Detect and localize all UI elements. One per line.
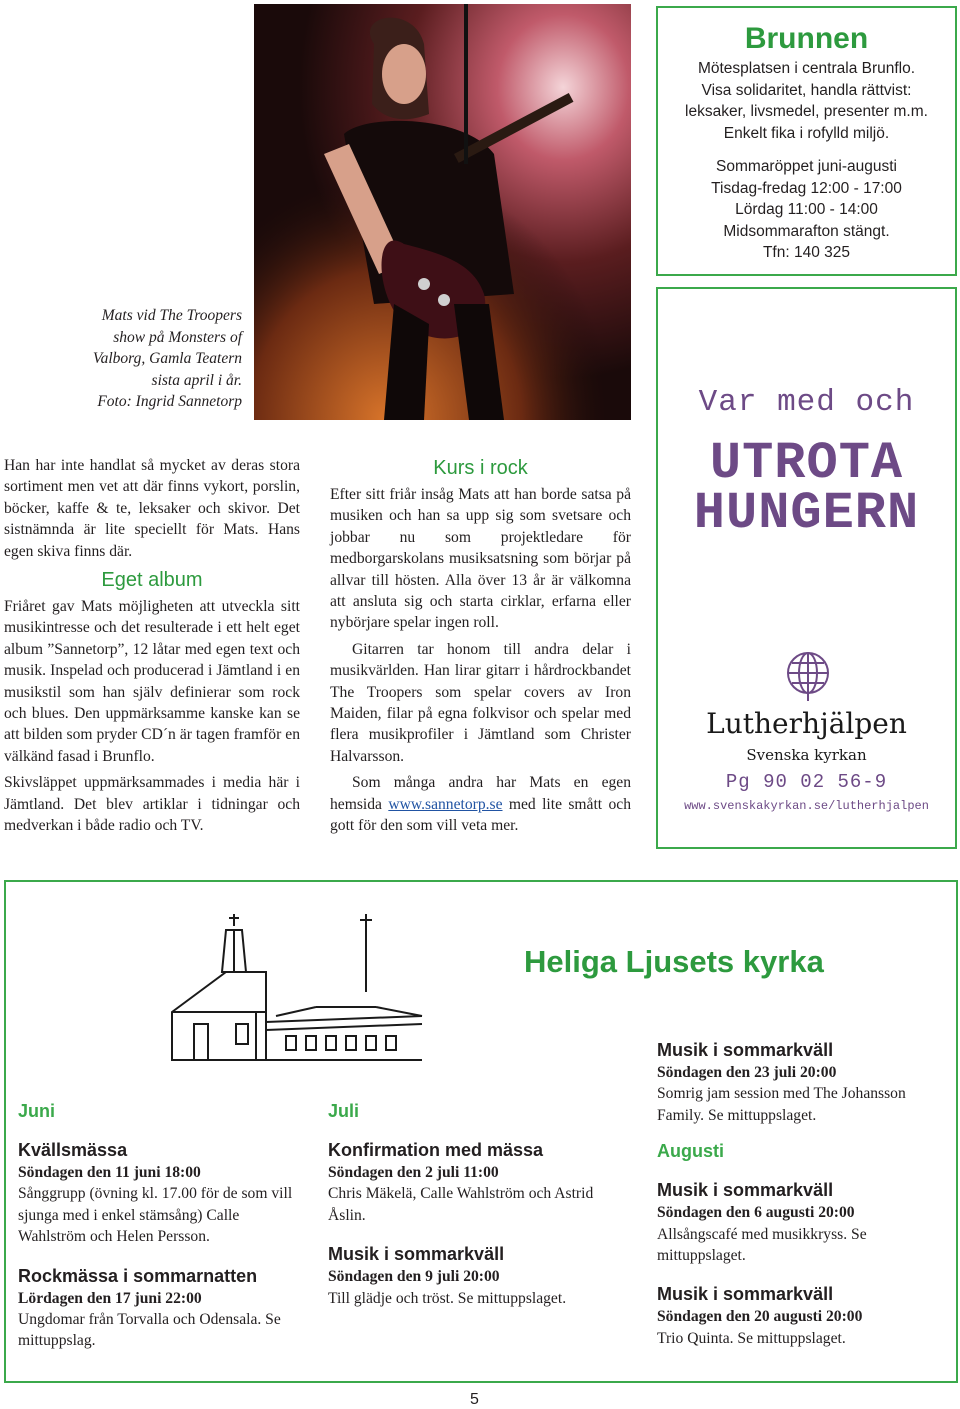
brunnen-hours: Midsommarafton stängt. bbox=[723, 222, 890, 240]
church-title: Heliga Ljusets kyrka bbox=[524, 944, 824, 979]
article-text: Som många andra har Mats en egen hemsida bbox=[330, 774, 631, 813]
event-date: Lördagen den 17 juni 22:00 bbox=[18, 1289, 202, 1307]
utrota-word: UTROTA bbox=[709, 434, 904, 493]
schedule-juli bbox=[328, 1100, 618, 1309]
article-paragraph: Efter sitt friår insåg Mats att han borde satsa på musiken och han sa upp sig som svetsare och jobbar nu som projektledare för medborgarskolans musiksatsning som börjar på allvar till hösten. Alla över 13 år är välkomna att ansluta sig och starta cirklar, erfarna eller nybörjare spelar ingen roll. bbox=[330, 486, 631, 632]
caption-line: show på Monsters of bbox=[113, 328, 242, 346]
brunnen-line: Enkelt fika i rofylld miljö. bbox=[723, 124, 890, 142]
caption-line: Foto: Ingrid Sannetorp bbox=[97, 393, 242, 410]
brunnen-phone: Tfn: 140 325 bbox=[762, 244, 851, 261]
article-paragraph: Friåret gav Mats möjligheten att utveckla sitt musikintresse och det resulterade i ett helt eget album ”Sannetorp”, 12 låtar med egen text och musik. Inspelad och producerad i Jämtland i en musikstil som han själv definierar som rock och blues. Den uppmärksamme kanske kan se att bilden som pryder CD´n är tagen framför en välkänd fasad i Brunflo. bbox=[4, 598, 300, 765]
schedule-augusti bbox=[657, 1038, 947, 1349]
brunnen-line: leksaker, livsmedel, presenter m.m. bbox=[685, 103, 928, 120]
caption-line: Mats vid The Troopers bbox=[101, 307, 242, 324]
brunnen-ad bbox=[656, 6, 957, 276]
event-date: Söndagen den 9 juli 20:00 bbox=[328, 1268, 500, 1286]
lutherhjalpen-logo-icon bbox=[782, 649, 834, 710]
brunnen-hours: Sommaröppet juni-augusti bbox=[716, 158, 897, 175]
event-title: Rockmässa i sommarnatten bbox=[18, 1265, 258, 1286]
svenska-kyrkan-text: Svenska kyrkan bbox=[746, 746, 867, 764]
event-date: Söndagen den 6 augusti 20:00 bbox=[657, 1204, 855, 1222]
event-text: Sånggrupp (övning kl. 17.00 för de som vill sjunga med i enkel stämsång) Calle Wahlström och Helen Persson. bbox=[18, 1185, 293, 1246]
event-date: Söndagen den 11 juni 18:00 bbox=[18, 1164, 201, 1181]
caption-line: Valborg, Gamla Teatern bbox=[92, 350, 242, 367]
heading-eget-album: Eget album bbox=[101, 569, 203, 592]
article-column-1 bbox=[4, 455, 300, 837]
event-title: Musik i sommarkväll bbox=[657, 1040, 834, 1060]
month-juli: Juli bbox=[328, 1101, 360, 1121]
event-date: Söndagen den 20 augusti 20:00 bbox=[657, 1308, 863, 1326]
event-text: Trio Quinta. Se mittuppslaget. bbox=[657, 1329, 846, 1347]
event-title: Kvällsmässa bbox=[18, 1140, 128, 1160]
utrota-hungern-text bbox=[658, 434, 955, 543]
event-date: Söndagen den 2 juli 11:00 bbox=[328, 1164, 499, 1181]
church-drawing-icon bbox=[166, 912, 426, 1067]
guitarist-photo bbox=[254, 4, 631, 420]
event-title: Musik i sommarkväll bbox=[328, 1244, 505, 1265]
var-med-och-text: Var med och bbox=[698, 385, 915, 420]
brunnen-line: Mötesplatsen i centrala Brunflo. bbox=[697, 60, 916, 77]
hungern-word: HUNGERN bbox=[693, 484, 920, 543]
article-text: med lite smått och gott för den som vill veta mer. bbox=[330, 795, 631, 835]
heading-kurs-i-rock: Kurs i rock bbox=[433, 457, 528, 479]
event-text: Ungdomar från Torvalla och Odensala. Se mittuppslag. bbox=[18, 1311, 281, 1350]
article-paragraph: Skivsläppet uppmärksammades i media här i Jämtland. Det blev artiklar i tidningar och medverkan i både radio och TV. bbox=[4, 774, 300, 835]
schedule-juni bbox=[18, 1100, 308, 1352]
lutherhjalpen-ad bbox=[656, 287, 957, 849]
event-title: Musik i sommarkväll bbox=[657, 1180, 834, 1201]
event-text: Till glädje och tröst. Se mittuppslaget. bbox=[328, 1289, 567, 1307]
lutherhjalpen-url[interactable]: www.svenskakyrkan.se/lutherhjalpen bbox=[684, 799, 929, 813]
brunnen-hours: Lördag 11:00 - 14:00 bbox=[735, 201, 878, 218]
event-text: Somrig jam session med The Johansson Family. Se mittuppslaget. bbox=[657, 1085, 906, 1124]
month-juni: Juni bbox=[18, 1101, 56, 1121]
article-paragraph: Han har inte handlat så mycket av deras stora sortiment men vet att där finns vykort, porslin, böcker, kaffe & te, leksaker och skivor. Det sistnämnda är lite speciellt för Mats. Hans egen skiva finns där. bbox=[4, 457, 300, 560]
pg-number: Pg 90 02 56-9 bbox=[725, 771, 888, 793]
month-augusti: Augusti bbox=[657, 1141, 724, 1162]
event-text: Allsångscafé med musikkryss. Se mittuppslaget. bbox=[657, 1225, 867, 1265]
article-column-2 bbox=[330, 455, 631, 837]
event-title: Konfirmation med mässa bbox=[328, 1140, 544, 1160]
page-number: 5 bbox=[470, 1391, 479, 1408]
sannetorp-link[interactable]: www.sannetorp.se bbox=[388, 795, 503, 813]
brunnen-line: Visa solidaritet, handla rättvist: bbox=[701, 81, 912, 99]
article-paragraph: Gitarren tar honom till andra delar i musikvärlden. Han lirar gitarr i hårdrockbandet The Troopers som spelar covers av Iron Maiden, filar på egna folkvisor och spelar med flera musikprofiler i Jämtland som Christer Halvarsson. bbox=[330, 640, 631, 765]
event-date: Söndagen den 23 juli 20:00 bbox=[657, 1064, 837, 1081]
brunnen-title: Brunnen bbox=[744, 22, 869, 55]
event-title: Musik i sommarkväll bbox=[657, 1284, 834, 1305]
brunnen-hours: Tisdag-fredag 12:00 - 17:00 bbox=[711, 179, 902, 197]
photo-caption bbox=[20, 305, 242, 413]
event-text: Chris Mäkelä, Calle Wahlström och Astrid Åslin. bbox=[328, 1185, 594, 1224]
caption-line: sista april i år. bbox=[151, 371, 242, 389]
article-paragraph bbox=[330, 772, 631, 836]
lutherhjalpen-name: Lutherhjälpen bbox=[706, 707, 907, 740]
